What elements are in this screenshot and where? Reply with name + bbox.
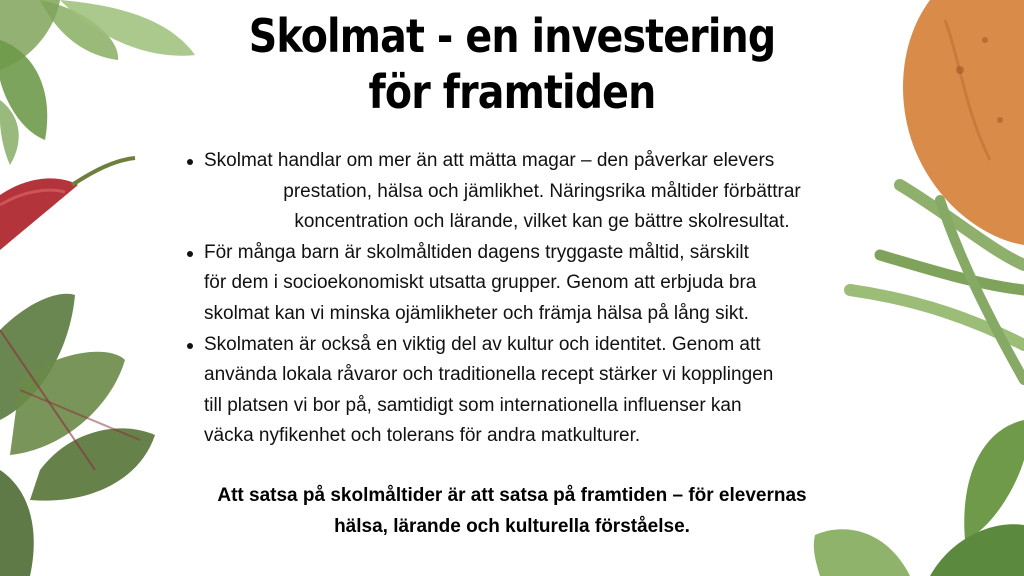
conclusion-line: hälsa, lärande och kulturella förståelse. xyxy=(334,516,690,537)
bullet-text-line: För många barn är skolmåltiden dagens tryggaste måltid, särskilt xyxy=(204,241,749,263)
title-line: för framtiden xyxy=(368,65,656,119)
conclusion-text xyxy=(180,480,844,542)
bullet-item xyxy=(180,238,880,330)
bullet-item xyxy=(180,330,880,452)
bullet-text-line: för dem i socioekonomiskt utsatta grupper. Genom att erbjuda bra xyxy=(204,272,757,294)
slide-title xyxy=(244,8,781,120)
bullet-text-line: Skolmaten är också en viktig del av kultur och identitet. Genom att xyxy=(204,333,761,355)
bullet-text-line: prestation, hälsa och jämlikhet. Näringsrika måltider förbättrar xyxy=(283,180,801,202)
chili-pepper-icon xyxy=(0,158,135,250)
conclusion-line: Att satsa på skolmåltider är att satsa på framtiden – för elevernas xyxy=(217,485,807,506)
beet-leaf-icon xyxy=(0,294,155,576)
potato-icon xyxy=(903,0,1024,245)
bullet-list xyxy=(180,146,880,452)
bullet-text-line: väcka nyfikenhet och tolerans för andra matkulturer. xyxy=(204,425,641,447)
bullet-text-line: till platsen vi bor på, samtidigt som internationella influenser kan xyxy=(204,394,742,416)
basil-leaf-icon xyxy=(0,0,195,165)
title-line: Skolmat - en investering xyxy=(248,9,776,63)
bullet-text-line: Skolmat handlar om mer än att mätta magar – den påverkar elevers xyxy=(204,150,775,171)
bullet-text-line: skolmat kan vi minska ojämlikheter och främja hälsa på lång sikt. xyxy=(204,302,749,324)
bullet-text-line: använda lokala råvaror och traditionella recept stärker vi kopplingen xyxy=(204,364,774,386)
bullet-item xyxy=(180,146,880,238)
bullet-text-line: koncentration och lärande, vilket kan ge bättre skolresultat. xyxy=(294,211,790,233)
